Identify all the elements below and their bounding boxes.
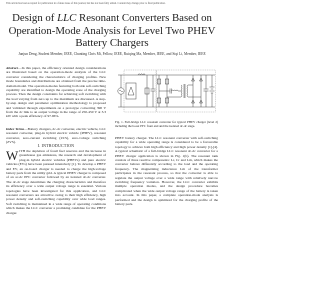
figure-caption: Fig. 1. Full-bridge LLC resonant converter for typical PHEV charger (level 2) including the boost PFC front end and the isolated dc-dc stage. [115, 120, 218, 129]
drop-cap: W [6, 147, 19, 163]
index-terms-text: —Battery chargers, dc-dc converter, electric vehicle, LLC resonant converter, plug-in hybrid electric vehicle (PHEV), resonant converter, zero-current switching (ZCS), zero-voltage switching (ZVS). [6, 127, 107, 145]
author-list: Junjun Deng, Student Member, IEEE, Chunting Chris Mi, Fellow, IEEE, Ruiqing Ma, Member, IEEE, and Siqi Li, Member, IEEE [18, 52, 206, 56]
abstract-label: Abstract [6, 66, 19, 70]
resonant-inductor-icon [172, 90, 179, 91]
right-column-body: PHEV battery charger. The LLC resonant converter with soft-switching capability for a wide operating range is considered to be a favourable topology to achieve both high efficiency and high power density [1]-[4]. A typical schematic of a full-bridge LLC resonant dc-dc converter for a PHEV charger application is shown in Fig. 1(b). The resonant tank consists of three reactive components: Lr, Cr and Lm, which makes the converter behave differently according to the load and the operating frequency. The magnetizing inductance Lm of the transformer participates in the resonant process, so that the converter is able to regulate the output voltage over a wide range with relatively narrow switching frequency variation. However, the LLC converter exhibits multiple operation modes, and the design procedure becomes complicated when the wide output voltage range of the battery is taken into account. In this paper, a complete operation-mode analysis is performed and the design is optimized for the charging profile of the battery pack. [115, 136, 218, 207]
journal-notice: This article has been accepted for publication in a future issue of this journal, but has not been fully edited. Content may change prior to final publication. [6, 2, 166, 5]
abstract-text: —In this paper, the efficiency oriented design considerations are illustrated based on the operation-mode analysis of the LLC converter considering the characteristics of charging profiles. New mode boundaries and distributions are obtained from the precise time-domain model. The operation-modes featuring both side soft-switching capability are identified to design the operating zone of the charging process. Then the design constraints for achieving soft switching with the load varying from zero up to the maximum are discussed. A step-by-step design and parameter optimization methodology is proposed and validated through experiments on a prototype converting 390 V from the dc link to an output voltage in the range of 250-450 V at 3.3 kW with a peak efficiency of 97.96%. [6, 66, 106, 119]
diode-icon [128, 87, 134, 95]
circuit-schematic-figure [115, 65, 218, 117]
introduction-text: ITH the depletion of fossil fuel reserves and the increase in greenhouse gas emissions, the research and development of plug-in hybrid electric vehicles (PHEVs) and pure electric vehicles (EVs) have been pursued intensively [1]. To develop a PHEV and EV, an on-board charger is needed to charge the high-voltage battery pack from the utility grid. A typical PHEV charger is composed of an ac-dc PFC converter followed by an isolated dc-dc converter. The dc-dc stage determines the charging characteristics and therefore its efficiency over a wide output voltage range is essential. Various topologies have been investigated for this application, and LLC resonant converters are attractive owing to their high efficiency, high power density and soft-switching capability over wide load ranges. Soft switching is maintained in a wide range of operating conditions which makes the LLC converter a promising candidate for the PHEV charger. [6, 149, 106, 215]
index-terms-label: Index Terms [6, 127, 25, 131]
section-heading-introduction: I. INTRODUCTION [37, 143, 75, 148]
transformer-secondary-icon [187, 85, 188, 97]
rectifier-block [126, 83, 136, 99]
introduction-body [6, 149, 106, 293]
title-start: Design of [12, 12, 58, 24]
title-italic-term: LLC [57, 12, 77, 24]
transformer-primary-icon [181, 85, 182, 97]
title-end: Resonant Converters Based on Operation-Mode Analysis for Level Two PHEV Battery Chargers [8, 12, 216, 49]
index-terms [6, 127, 107, 145]
paper-title [6, 12, 218, 50]
abstract [6, 66, 106, 126]
